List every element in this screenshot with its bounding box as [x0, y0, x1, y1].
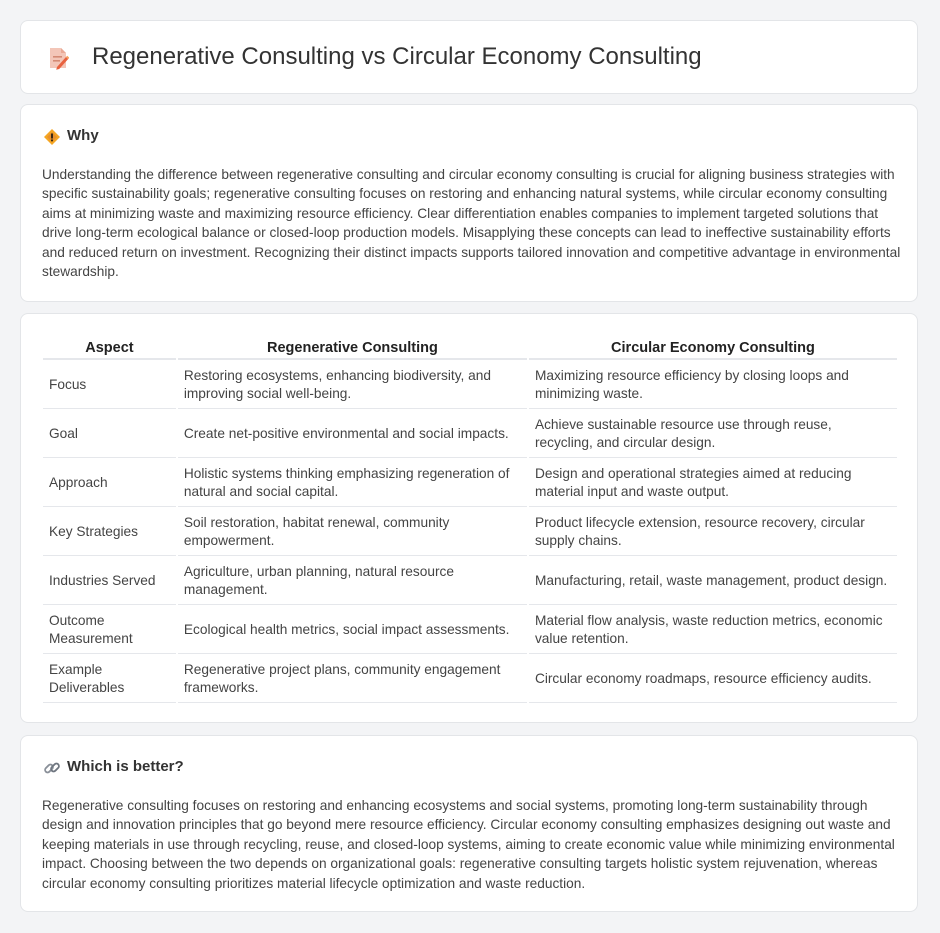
comparison-section: [20, 313, 918, 723]
why-section: [20, 104, 918, 302]
table-row: [43, 460, 897, 507]
comparison-table: [41, 336, 899, 705]
header-regenerative: Regenerative Consulting: [178, 338, 527, 360]
circular-cell: Manufacturing, retail, waste management, product design.: [529, 558, 897, 605]
which-is-better-section: [20, 735, 918, 912]
page-title: Regenerative Consulting vs Circular Economy Consulting: [92, 43, 702, 70]
table-row: [43, 509, 897, 556]
regenerative-cell: Ecological health metrics, social impact assessments.: [178, 607, 527, 654]
why-heading: Why: [67, 127, 99, 144]
better-heading: Which is better?: [67, 758, 184, 775]
aspect-cell: Focus: [43, 362, 176, 409]
why-paragraph: Understanding the difference between regenerative consulting and circular economy consulting is crucial for aligning business strategies with specific sustainability goals; regenerative consulting focuses on restoring and enhancing natural systems, while circular economy consulting aims at minimizing waste and maximizing resource efficiency. Clear differentiation enables companies to implement targeted solutions that drive long-term ecological balance or closed-loop production models. Misapplying these concepts can lead to ineffective sustainability efforts and reduced return on investment. Recognizing their distinct impacts supports tailored innovation and competitive advantage in environmental stewardship.: [42, 167, 901, 280]
aspect-cell: Example Deliverables: [43, 656, 176, 703]
title-card: [20, 20, 918, 94]
regenerative-cell: Agriculture, urban planning, natural resource management.: [178, 558, 527, 605]
aspect-cell: Industries Served: [43, 558, 176, 605]
table-row: [43, 607, 897, 654]
circular-cell: Circular economy roadmaps, resource efficiency audits.: [529, 656, 897, 703]
aspect-cell: Key Strategies: [43, 509, 176, 556]
circular-cell: Material flow analysis, waste reduction metrics, economic value retention.: [529, 607, 897, 654]
table-row: [43, 362, 897, 409]
circular-cell: Product lifecycle extension, resource recovery, circular supply chains.: [529, 509, 897, 556]
circular-cell: Design and operational strategies aimed at reducing material input and waste output.: [529, 460, 897, 507]
link-icon: [43, 759, 61, 777]
better-paragraph: Regenerative consulting focuses on restoring and enhancing ecosystems and social systems, promoting long-term sustainability through design and innovation principles that go beyond mere resource efficiency. Circular economy consulting emphasizes designing out waste and keeping materials in use through recycling, reuse, and closed-loop systems, aiming to create economic value while minimizing environmental impact. Choosing between the two depends on organizational goals: regenerative consulting targets holistic system rejuvenation, whereas circular economy consulting prioritizes material lifecycle optimization and waste reduction.: [42, 798, 895, 891]
circular-cell: Maximizing resource efficiency by closing loops and minimizing waste.: [529, 362, 897, 409]
header-circular: Circular Economy Consulting: [529, 338, 897, 360]
regenerative-cell: Create net-positive environmental and social impacts.: [178, 411, 527, 458]
regenerative-cell: Regenerative project plans, community engagement frameworks.: [178, 656, 527, 703]
regenerative-cell: Holistic systems thinking emphasizing regeneration of natural and social capital.: [178, 460, 527, 507]
aspect-cell: Goal: [43, 411, 176, 458]
regenerative-cell: Restoring ecosystems, enhancing biodiversity, and improving social well-being.: [178, 362, 527, 409]
header-aspect: Aspect: [43, 338, 176, 360]
table-row: [43, 656, 897, 703]
aspect-cell: Outcome Measurement: [43, 607, 176, 654]
regenerative-cell: Soil restoration, habitat renewal, community empowerment.: [178, 509, 527, 556]
table-header-row: [43, 338, 897, 360]
document-edit-icon: [47, 46, 69, 70]
table-row: [43, 558, 897, 605]
diamond-sign-icon: [43, 128, 61, 146]
table-row: [43, 411, 897, 458]
aspect-cell: Approach: [43, 460, 176, 507]
circular-cell: Achieve sustainable resource use through reuse, recycling, and circular design.: [529, 411, 897, 458]
